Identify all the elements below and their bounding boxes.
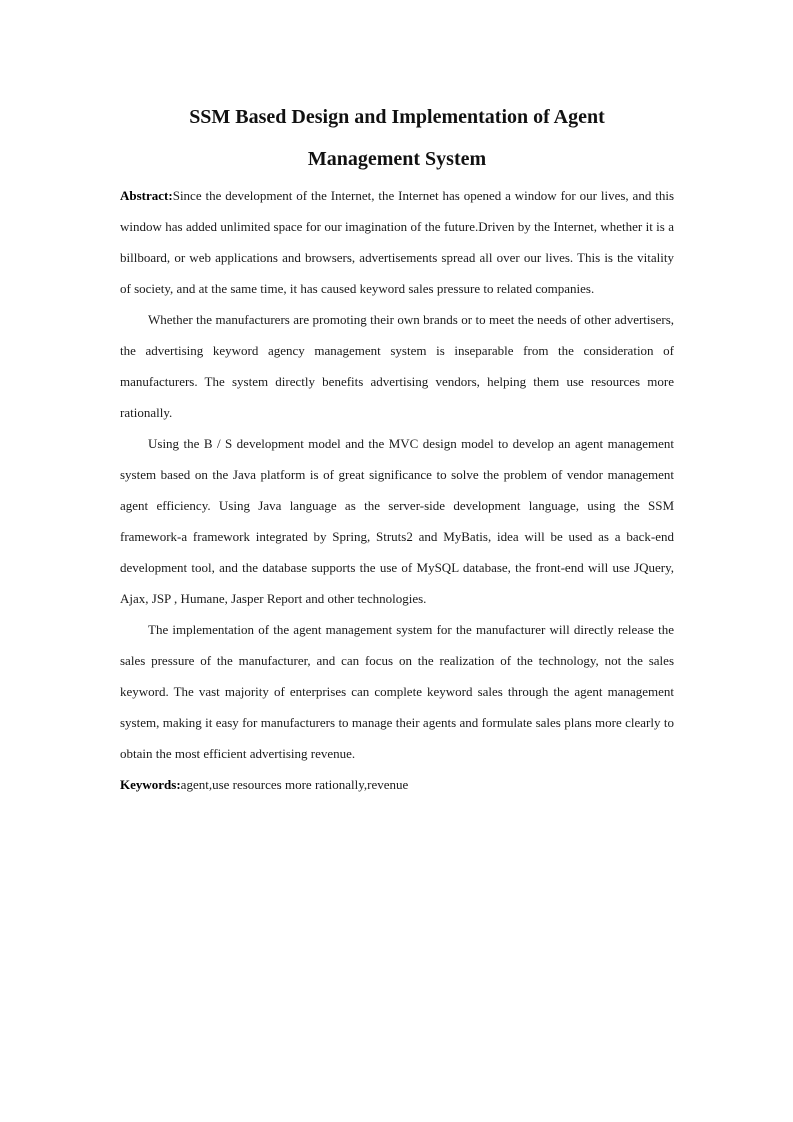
body-paragraph-1: Whether the manufacturers are promoting their own brands or to meet the needs of other advertisers, the advertising keyword agency management system is inseparable from the consideration of manufacturers. The system directly benefits advertising vendors, helping them use resources more rationally. xyxy=(120,312,674,420)
abstract-body xyxy=(120,180,674,800)
keywords-label: Keywords: xyxy=(120,777,181,792)
page-title-line-2: Management System xyxy=(307,148,487,170)
body-paragraph-3: The implementation of the agent management system for the manufacturer will directly release the sales pressure of the manufacturer, and can focus on the realization of the technology, not the sales keyword. The vast majority of enterprises can complete keyword sales through the agent management system, making it easy for manufacturers to manage their agents and formulate sales plans more clearly to obtain the most efficient advertising revenue. xyxy=(120,622,674,761)
abstract-label: Abstract: xyxy=(120,188,173,203)
page-title-line-1: SSM Based Design and Implementation of Agent xyxy=(189,106,605,128)
abstract-text: Since the development of the Internet, the Internet has opened a window for our lives, and this window has added unlimited space for our imagination of the future.Driven by the Internet, whether it is a billboard, or web applications and browsers, advertisements spread all over our lives. This is the vitality of society, and at the same time, it has caused keyword sales pressure to related companies. xyxy=(120,188,674,296)
keywords-text: agent,use resources more rationally,revenue xyxy=(180,777,409,792)
abstract-paragraph xyxy=(120,180,674,304)
keywords-paragraph xyxy=(120,769,674,800)
body-paragraph-2: Using the B / S development model and the MVC design model to develop an agent management system based on the Java platform is of great significance to solve the problem of vendor management agent efficiency. Using Java language as the server-side development language, using the SSM framework-a framework integrated by Spring, Struts2 and MyBatis, idea will be used as a back-end development tool, and the database supports the use of MySQL database, the front-end will use JQuery, Ajax, JSP , Humane, Jasper Report and other technologies. xyxy=(120,436,674,606)
